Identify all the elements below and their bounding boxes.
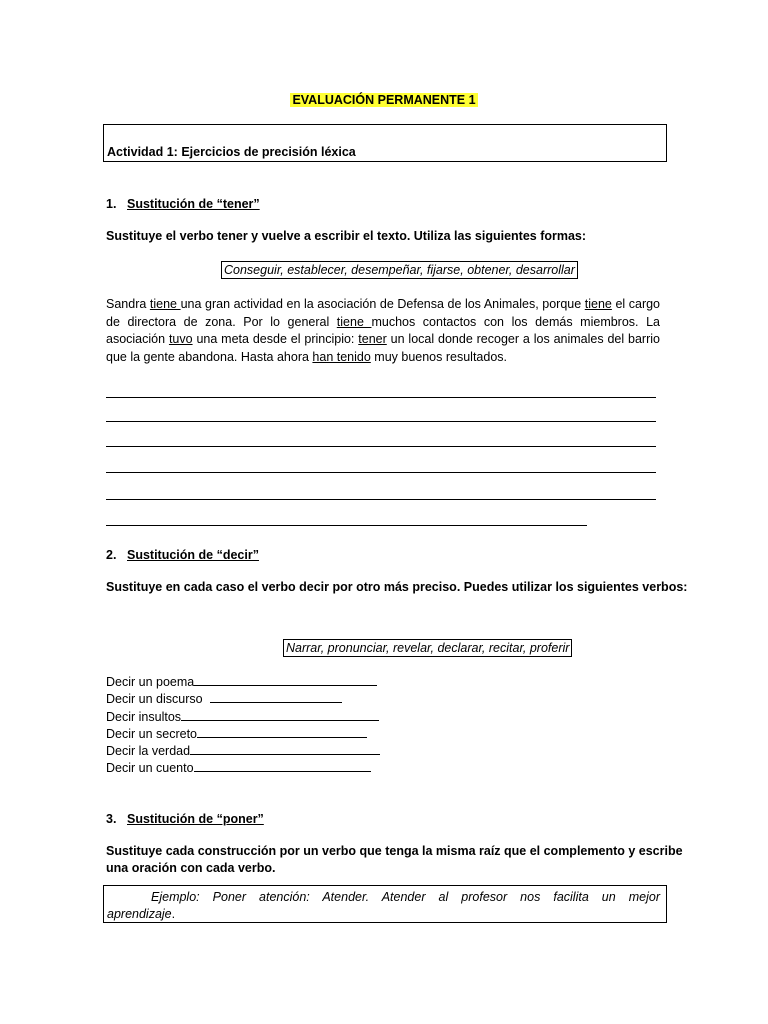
item-label: Decir un discurso	[106, 692, 203, 707]
item-label: Decir un secreto	[106, 726, 198, 741]
section-2-heading-text: Sustitución de “decir”	[127, 548, 259, 562]
document-title: EVALUACIÓN PERMANENTE 1	[292, 93, 476, 107]
answer-line[interactable]	[106, 525, 587, 526]
answer-blank[interactable]	[210, 691, 342, 703]
example-period: .	[171, 907, 176, 921]
answer-blank[interactable]	[190, 743, 380, 755]
item-label: Decir un cuento	[106, 761, 194, 776]
example-word: aprendizaje	[107, 907, 172, 921]
item-label: Decir insultos	[106, 709, 182, 724]
item-label: Decir un poema	[106, 675, 195, 689]
example-line-2	[107, 906, 660, 923]
paragraph-line-3	[106, 331, 660, 349]
text-run: Sandra	[106, 297, 150, 311]
list-item	[106, 709, 380, 726]
text-run: una meta desde el principio:	[192, 332, 359, 347]
underlined-verb: tuvo	[168, 332, 193, 347]
answer-blank[interactable]	[194, 760, 371, 772]
section-3-instruction-line-2: una oración con cada verbo.	[106, 861, 276, 875]
answer-line[interactable]	[106, 421, 656, 422]
text-run: de directora de zona. Por lo general	[106, 314, 337, 329]
list-item	[106, 760, 380, 777]
section-2-heading	[106, 548, 259, 562]
list-item	[106, 743, 380, 760]
section-2-verbs: Narrar, pronunciar, revelar, declarar, recitar, proferir	[286, 641, 570, 655]
section-1-heading	[106, 197, 260, 211]
section-1-heading-text: Sustitución de “tener”	[127, 197, 260, 211]
section-3-number: 3.	[106, 812, 117, 826]
section-2-number: 2.	[106, 548, 117, 562]
answer-blank[interactable]	[181, 709, 379, 721]
text-run: asociación	[106, 332, 169, 347]
text-run: el cargo	[611, 297, 661, 311]
section-1-paragraph	[106, 296, 660, 366]
answer-line[interactable]	[106, 397, 656, 398]
underlined-verb: tener	[358, 332, 387, 347]
paragraph-line-1	[106, 296, 660, 314]
list-item	[106, 726, 380, 743]
answer-line[interactable]	[106, 499, 656, 500]
title-row	[0, 93, 768, 107]
section-1-forms: Conseguir, establecer, desempeñar, fijarse, obtener, desarrollar	[224, 263, 575, 277]
section-1-number: 1.	[106, 197, 117, 211]
paragraph-line-2	[106, 314, 660, 332]
text-run: muy buenos resultados.	[370, 349, 508, 364]
paragraph-line-4	[106, 349, 660, 367]
list-item	[106, 691, 380, 708]
list-item	[106, 674, 380, 691]
activity-box	[103, 124, 667, 162]
item-label: Decir la verdad	[106, 744, 191, 759]
section-2-instruction: Sustituye en cada caso el verbo decir por otro más preciso. Puedes utilizar los siguientes verbos:	[106, 580, 688, 594]
answer-line[interactable]	[106, 472, 656, 473]
section-2-verbs-box	[283, 639, 572, 657]
text-run: que la gente abandona. Hasta ahora	[106, 349, 313, 364]
example-box	[103, 885, 667, 923]
underlined-verb: tiene	[584, 297, 612, 311]
section-1-forms-box	[221, 261, 578, 279]
section-3-heading	[106, 812, 264, 826]
answer-blank[interactable]	[197, 726, 367, 738]
decir-list	[106, 674, 380, 778]
section-3-heading-text: Sustitución de “poner”	[127, 812, 264, 826]
section-3-instruction-line-1: Sustituye cada construcción por un verbo que tenga la misma raíz que el complemento y escribe	[106, 844, 683, 858]
answer-blank[interactable]	[194, 674, 377, 686]
underlined-verb: han tenido	[312, 349, 371, 364]
text-run: un local donde recoger a los animales del barrio	[386, 332, 660, 347]
answer-line[interactable]	[106, 446, 656, 447]
text-run: muchos contactos con los demás miembros. La	[371, 314, 660, 329]
underlined-verb: tiene	[336, 314, 372, 329]
example-line-1: Ejemplo: Poner atención: Atender. Atender al profesor nos facilita un mejor	[151, 890, 660, 904]
section-1-instruction: Sustituye el verbo tener y vuelve a escribir el texto. Utiliza las siguientes formas:	[106, 229, 587, 243]
text-run: una gran actividad en la asociación de Defensa de los Animales, porque	[180, 297, 585, 311]
activity-title: Actividad 1: Ejercicios de precisión léxica	[107, 145, 356, 159]
underlined-verb: tiene	[149, 297, 181, 311]
